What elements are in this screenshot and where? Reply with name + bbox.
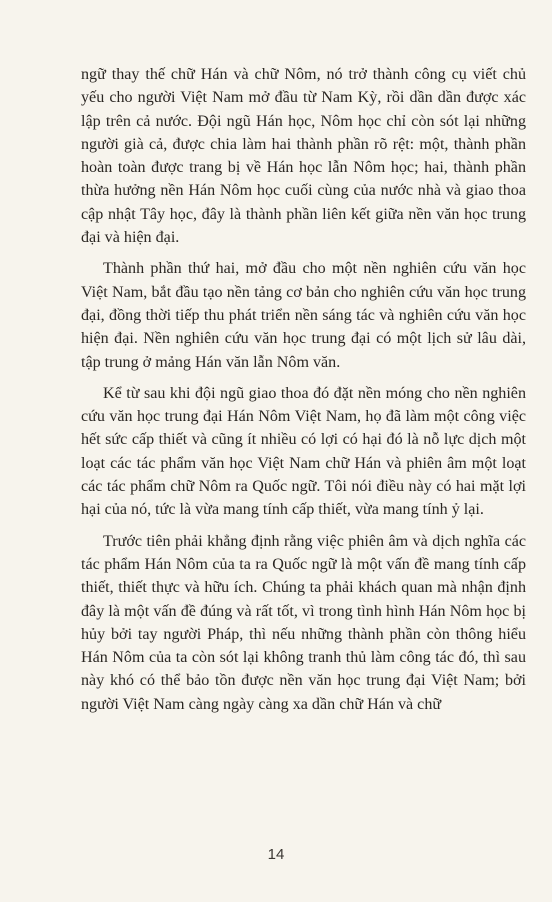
paragraph-translation-work: Kể từ sau khi đội ngũ giao thoa đó đặt nền móng cho nền nghiên cứu văn học trung đại Hán Nôm Việt Nam, họ đã làm một công việc hết sức cấp thiết và cũng ít nhiều có lợi có hại đó là nỗ lực dịch một loạt các tác phẩm văn học Việt Nam chữ Hán và phiên âm một loạt các tác phẩm chữ Nôm ra Quốc ngữ. Tôi nói điều này có hai mặt lợi hại của nó, tức là vừa mang tính cấp thiết, vừa mang tính ỷ lại.: [81, 384, 526, 519]
paragraph-second-component: Thành phần thứ hai, mở đầu cho một nền nghiên cứu văn học Việt Nam, bắt đầu tạo nền tảng cơ bản cho nghiên cứu văn học trung đại, đồng thời tiếp thu phát triển nền sáng tác và nghiên cứu văn học hiện đại. Nền nghiên cứu văn học trung đại có một lịch sử lâu dài, tập trung ở mảng Hán văn lẫn Nôm văn.: [81, 260, 526, 371]
paragraph-continuation: ngữ thay thế chữ Hán và chữ Nôm, nó trở thành công cụ viết chủ yếu cho người Việt Nam mở đầu từ Nam Kỳ, rồi dần dần được xác lập trên cả nước. Đội ngũ Hán học, Nôm học chỉ còn sót lại những người già cả, được chia làm hai thành phần rõ rệt: một, thành phần hoàn toàn được trang bị về Hán học lẫn Nôm học; hai, thành phần thừa hưởng nền Hán Nôm học cuối cùng của nước nhà và giao thoa cập nhật Tây học, đây là thành phần liên kết giữa nền văn học trung đại và hiện đại.: [81, 66, 526, 247]
body-text: [81, 63, 526, 716]
page-number: 14: [267, 846, 285, 863]
paragraph-affirmation: Trước tiên phải khẳng định rằng việc phiên âm và dịch nghĩa các tác phẩm Hán Nôm của ta ra Quốc ngữ là một vấn đề mang tính cấp thiết, thiết thực và hữu ích. Chúng ta phải khách quan mà nhận định đây là một vấn đề đúng và rất tốt, vì trong tình hình Hán Nôm học bị hủy bởi tay người Pháp, thì nếu những thành phần còn thông hiểu Hán Nôm của ta còn sót lại không tranh thủ làm công tác đó, thì sau này khó có thể bảo tồn được nền văn học trung đại Việt Nam; bởi người Việt Nam càng ngày càng xa dần chữ Hán và chữ: [81, 532, 526, 713]
